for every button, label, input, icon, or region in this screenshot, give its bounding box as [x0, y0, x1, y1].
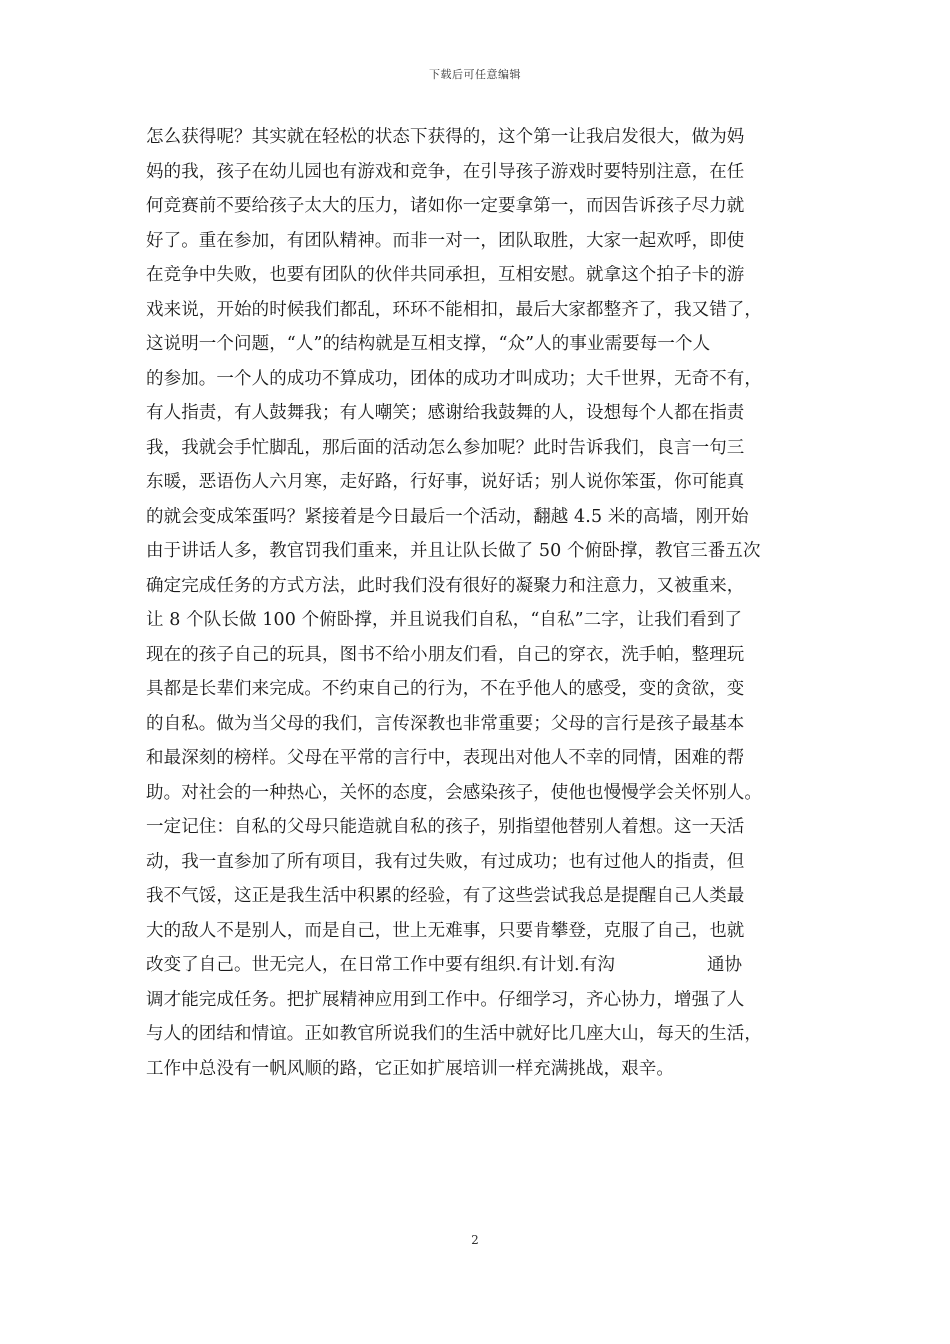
text-line: 在竞争中失败，也要有团队的伙伴共同承担，互相安慰。就拿这个拍子卡的游 [146, 265, 745, 285]
text-line: 现在的孩子自己的玩具，图书不给小朋友们看，自己的穿衣，洗手帕，整理玩 [146, 644, 745, 665]
text-line: 调才能完成任务。把扩展精神应用到工作中。仔细学习，齐心协力，增强了人 [146, 989, 745, 1010]
split-line-left: 改变了自己。世无完人，在日常工作中要有组织.有计划.有沟 [146, 955, 615, 975]
text-line: 工作中总没有一帆风顺的路，它正如扩展培训一样充满挑战，艰辛。 [146, 1058, 674, 1079]
text-line: 的自私。做为当父母的我们，言传深教也非常重要；父母的言行是孩子最基本 [146, 713, 745, 734]
text-line: 助。对社会的一种热心，关怀的态度，会感染孩子，使他也慢慢学会关怀别人。 [146, 782, 762, 803]
text-line: 与人的团结和情谊。正如教官所说我们的生活中就好比几座大山，每天的生活， [146, 1024, 762, 1044]
page-number: 2 [471, 1233, 479, 1247]
text-line: 确定完成任务的方式方法，此时我们没有很好的凝聚力和注意力，又被重来， [146, 575, 745, 596]
text-line: 这说明一个问题，“人”的结构就是互相支撑，“众”人的事业需要每一个人 [146, 334, 711, 354]
text-line: 戏来说，开始的时候我们都乱，环环不能相扣，最后大家都整齐了，我又错了， [146, 299, 762, 320]
text-line: 怎么获得呢？其实就在轻松的状态下获得的，这个第一让我启发很大，做为妈 [146, 127, 745, 147]
text-line: 我，我就会手忙脚乱，那后面的活动怎么参加呢？此时告诉我们，良言一句三 [146, 437, 745, 458]
page-header-note: 下载后可任意编辑 [429, 68, 521, 81]
text-line: 让 8 个队长做 100 个俯卧撑，并且说我们自私，“自私”二字，让我们看到了 [146, 610, 743, 630]
text-line: 我不气馁，这正是我生活中积累的经验，有了这些尝试我总是提醒自己人类最 [146, 886, 745, 906]
text-line: 大的敌人不是别人，而是自己，世上无难事，只要肯攀登，克服了自己，也就 [146, 920, 745, 941]
text-line: 一定记住：自私的父母只能造就自私的孩子，别指望他替别人着想。这一天活 [146, 817, 745, 837]
text-line: 好了。重在参加，有团队精神。而非一对一，团队取胜，大家一起欢呼，即使 [146, 230, 745, 251]
text-line: 妈的我，孩子在幼儿园也有游戏和竞争，在引导孩子游戏时要特别注意，在任 [146, 161, 745, 182]
text-line: 的参加。一个人的成功不算成功，团体的成功才叫成功；大千世界，无奇不有， [146, 368, 762, 389]
split-text-line [146, 948, 818, 983]
text-line: 和最深刻的榜样。父母在平常的言行中，表现出对他人不幸的同情，困难的帮 [146, 748, 745, 768]
text-line: 动，我一直参加了所有项目，我有过失败，有过成功；也有过他人的指责，但 [146, 851, 745, 872]
text-line: 东暖，恶语伤人六月寒，走好路，行好事，说好话；别人说你笨蛋，你可能真 [146, 472, 745, 492]
text-line: 由于讲话人多，教官罚我们重来，并且让队长做了 50 个俯卧撑，教官三番五次 [146, 541, 761, 561]
text-line: 何竞赛前不要给孩子太大的压力，诸如你一定要拿第一，而因告诉孩子尽力就 [146, 196, 745, 216]
body-text [146, 120, 818, 1086]
text-line: 的就会变成笨蛋吗？紧接着是今日最后一个活动，翻越 4.5 米的高墙，刚开始 [146, 506, 749, 527]
text-line: 具都是长辈们来完成。不约束自己的行为，不在乎他人的感受，变的贪欲，变 [146, 679, 745, 699]
split-line-right: 通协 [706, 955, 743, 975]
text-line: 有人指责，有人鼓舞我；有人嘲笑；感谢给我鼓舞的人，设想每个人都在指责 [146, 403, 745, 423]
